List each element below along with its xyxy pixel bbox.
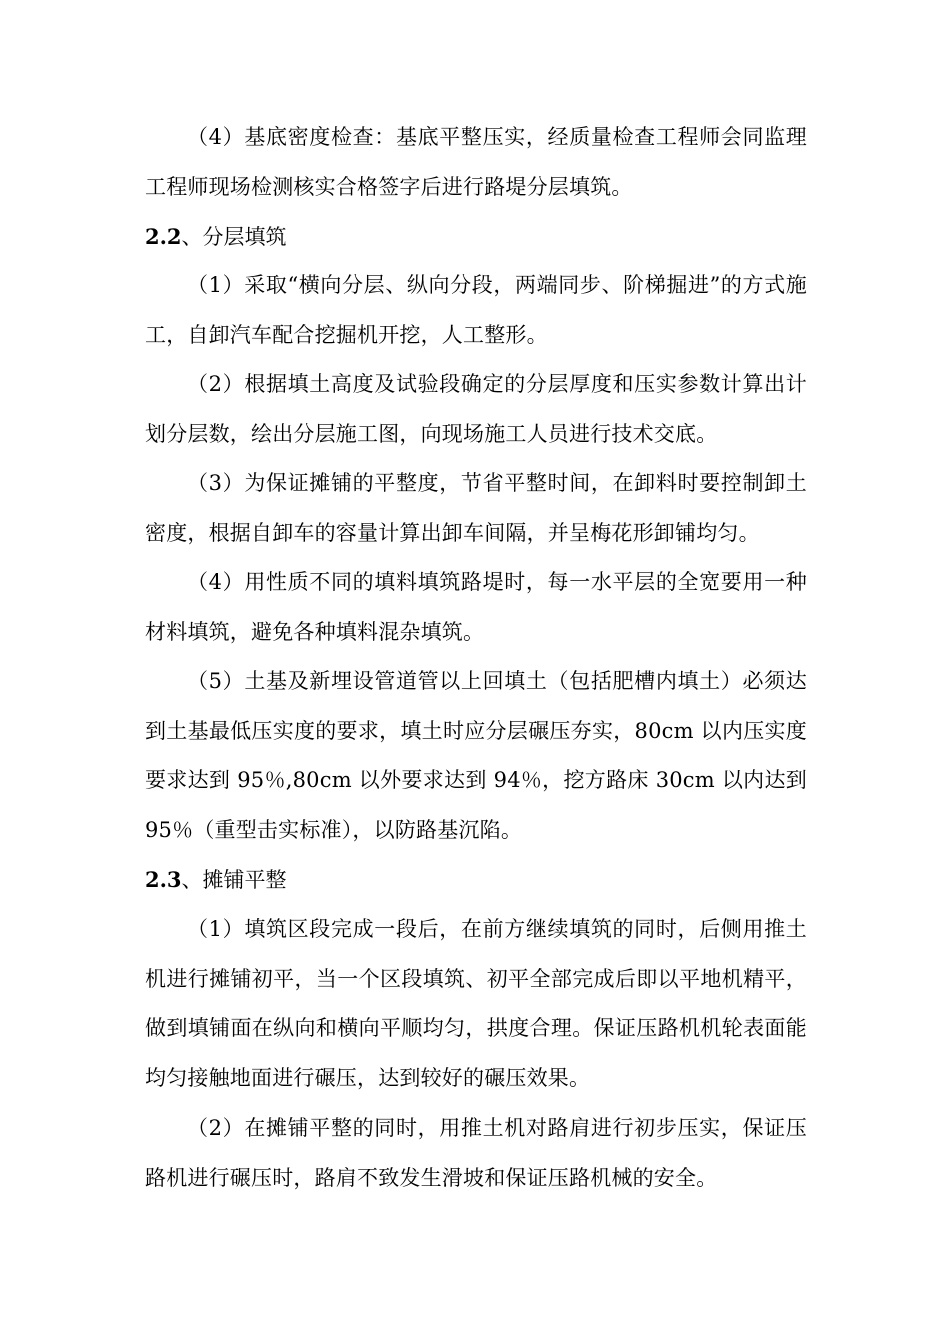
paragraph-layered-1: （1）采取“横向分层、纵向分段，两端同步、阶梯掘进”的方式施工，自卸汽车配合挖掘机开挖，人工整形。 — [145, 273, 807, 347]
section-heading-2-2 — [145, 212, 287, 263]
section-title: 、分层填筑 — [181, 225, 287, 249]
paragraph-base-density-check: （4）基底密度检查：基底平整压实，经质量检查工程师会同监理工程师现场检测核实合格签字后进行路堤分层填筑。 — [145, 125, 807, 199]
paragraph-spreading-2: （2）在摊铺平整的同时，用推土机对路肩进行初步压实，保证压路机进行碾压时，路肩不致发生滑坡和保证压路机械的安全。 — [145, 1116, 807, 1190]
section-title: 、摊铺平整 — [181, 868, 287, 892]
paragraph-spreading-1: （1）填筑区段完成一段后，在前方继续填筑的同时，后侧用推土机进行摊铺初平，当一个区段填筑、初平全部完成后即以平地机精平，做到填铺面在纵向和横向平顺均匀，拱度合理。保证压路机机轮表面能均匀接触地面进行碾压，达到较好的碾压效果。 — [145, 917, 807, 1090]
section-number: 2.2 — [145, 224, 182, 249]
section-number: 2.3 — [145, 867, 182, 892]
paragraph-layered-5: （5）土基及新埋设管道管以上回填土（包括肥槽内填土）必须达到土基最低压实度的要求，填土时应分层碾压夯实，80cm 以内压实度要求达到 95％,80cm 以外要求达到 94％，挖方路床 30cm 以内达到 95％（重型击实标准），以防路基沉陷。 — [145, 669, 807, 842]
paragraph-layered-4: （4）用性质不同的填料填筑路堤时，每一水平层的全宽要用一种材料填筑，避免各种填料混杂填筑。 — [145, 570, 807, 644]
paragraph-layered-3: （3）为保证摊铺的平整度，节省平整时间，在卸料时要控制卸土密度，根据自卸车的容量计算出卸车间隔，并呈梅花形卸铺均匀。 — [145, 471, 807, 545]
section-heading-2-3 — [145, 855, 287, 906]
paragraph-layered-2: （2）根据填土高度及试验段确定的分层厚度和压实参数计算出计划分层数，绘出分层施工图，向现场施工人员进行技术交底。 — [145, 372, 807, 446]
